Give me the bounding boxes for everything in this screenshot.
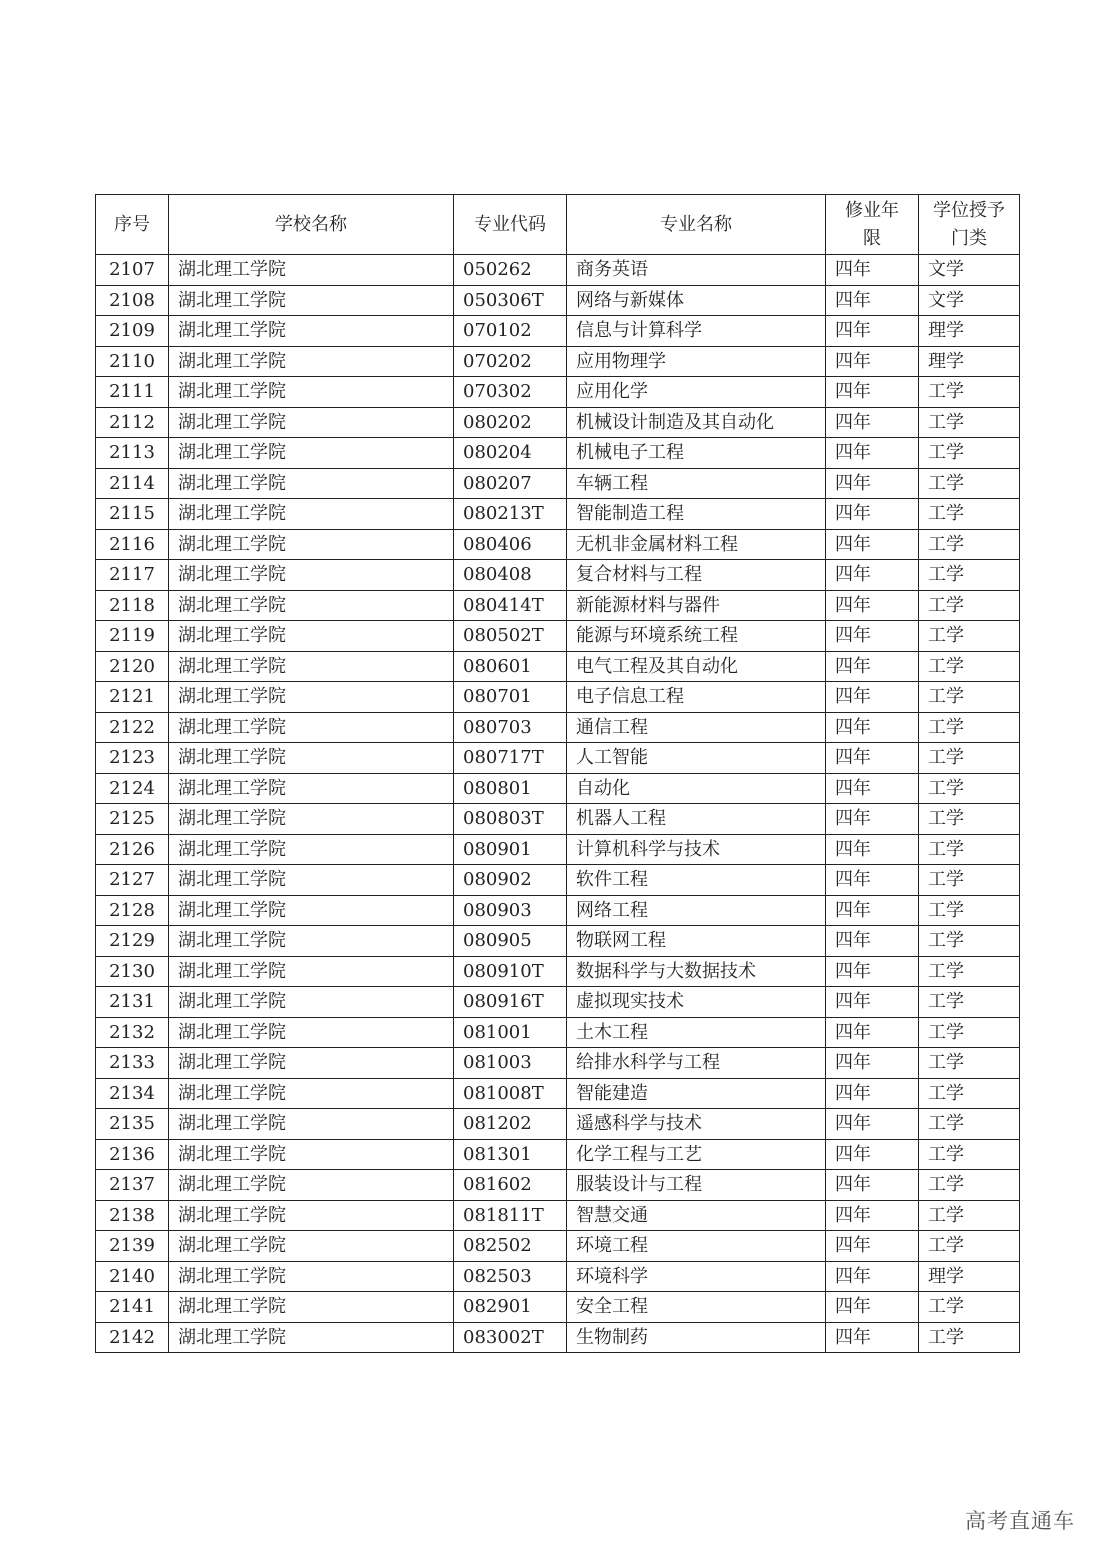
cell-school: 湖北理工学院 <box>169 316 454 347</box>
cell-major: 智能制造工程 <box>567 499 826 530</box>
table-row <box>96 1292 1020 1323</box>
table-row <box>96 1017 1020 1048</box>
cell-degree: 工学 <box>919 560 1020 591</box>
cell-school: 湖北理工学院 <box>169 1200 454 1231</box>
cell-degree: 工学 <box>919 651 1020 682</box>
cell-years: 四年 <box>826 1261 919 1292</box>
cell-code: 070102 <box>454 316 567 347</box>
cell-code: 081301 <box>454 1139 567 1170</box>
cell-years: 四年 <box>826 865 919 896</box>
cell-school: 湖北理工学院 <box>169 1139 454 1170</box>
cell-degree: 工学 <box>919 377 1020 408</box>
cell-years: 四年 <box>826 834 919 865</box>
cell-major: 网络与新媒体 <box>567 285 826 316</box>
cell-no: 2120 <box>96 651 169 682</box>
cell-major: 无机非金属材料工程 <box>567 529 826 560</box>
table-row <box>96 682 1020 713</box>
table-row <box>96 407 1020 438</box>
cell-degree: 工学 <box>919 1170 1020 1201</box>
cell-major: 商务英语 <box>567 255 826 286</box>
cell-degree: 工学 <box>919 1139 1020 1170</box>
cell-years: 四年 <box>826 956 919 987</box>
cell-no: 2113 <box>96 438 169 469</box>
cell-school: 湖北理工学院 <box>169 1017 454 1048</box>
table-row <box>96 255 1020 286</box>
cell-school: 湖北理工学院 <box>169 255 454 286</box>
cell-years: 四年 <box>826 346 919 377</box>
cell-school: 湖北理工学院 <box>169 346 454 377</box>
cell-no: 2119 <box>96 621 169 652</box>
cell-major: 机械电子工程 <box>567 438 826 469</box>
cell-years: 四年 <box>826 407 919 438</box>
cell-code: 070202 <box>454 346 567 377</box>
cell-major: 服装设计与工程 <box>567 1170 826 1201</box>
table-row <box>96 1048 1020 1079</box>
cell-code: 081003 <box>454 1048 567 1079</box>
cell-degree: 工学 <box>919 438 1020 469</box>
cell-years: 四年 <box>826 1231 919 1262</box>
cell-major: 机器人工程 <box>567 804 826 835</box>
cell-degree: 工学 <box>919 773 1020 804</box>
header-no: 序号 <box>96 195 169 255</box>
cell-school: 湖北理工学院 <box>169 621 454 652</box>
cell-no: 2109 <box>96 316 169 347</box>
cell-major: 人工智能 <box>567 743 826 774</box>
cell-years: 四年 <box>826 1170 919 1201</box>
cell-years: 四年 <box>826 468 919 499</box>
cell-degree: 理学 <box>919 346 1020 377</box>
cell-degree: 工学 <box>919 621 1020 652</box>
cell-code: 080204 <box>454 438 567 469</box>
cell-major: 信息与计算科学 <box>567 316 826 347</box>
cell-code: 070302 <box>454 377 567 408</box>
cell-years: 四年 <box>826 529 919 560</box>
table-body <box>96 255 1020 1353</box>
cell-major: 物联网工程 <box>567 926 826 957</box>
watermark: 高考直通车 <box>965 1509 1075 1533</box>
cell-years: 四年 <box>826 1048 919 1079</box>
cell-code: 050306T <box>454 285 567 316</box>
table-row <box>96 1078 1020 1109</box>
majors-table <box>95 194 1020 1353</box>
table-row <box>96 529 1020 560</box>
cell-code: 080414T <box>454 590 567 621</box>
cell-no: 2133 <box>96 1048 169 1079</box>
cell-major: 化学工程与工艺 <box>567 1139 826 1170</box>
table-row <box>96 1139 1020 1170</box>
table-row <box>96 285 1020 316</box>
cell-school: 湖北理工学院 <box>169 285 454 316</box>
table-row <box>96 621 1020 652</box>
cell-school: 湖北理工学院 <box>169 560 454 591</box>
cell-code: 082901 <box>454 1292 567 1323</box>
cell-code: 080916T <box>454 987 567 1018</box>
cell-no: 2116 <box>96 529 169 560</box>
cell-major: 虚拟现实技术 <box>567 987 826 1018</box>
table-row <box>96 1231 1020 1262</box>
cell-degree: 工学 <box>919 987 1020 1018</box>
cell-school: 湖北理工学院 <box>169 712 454 743</box>
cell-degree: 工学 <box>919 407 1020 438</box>
cell-code: 080803T <box>454 804 567 835</box>
cell-code: 080717T <box>454 743 567 774</box>
header-years: 修业年限 <box>826 195 919 255</box>
cell-school: 湖北理工学院 <box>169 1048 454 1079</box>
cell-no: 2129 <box>96 926 169 957</box>
cell-degree: 工学 <box>919 712 1020 743</box>
cell-years: 四年 <box>826 499 919 530</box>
cell-code: 081811T <box>454 1200 567 1231</box>
table-row <box>96 468 1020 499</box>
cell-major: 复合材料与工程 <box>567 560 826 591</box>
cell-code: 080910T <box>454 956 567 987</box>
cell-no: 2140 <box>96 1261 169 1292</box>
cell-degree: 工学 <box>919 956 1020 987</box>
cell-years: 四年 <box>826 1322 919 1353</box>
header-major: 专业名称 <box>567 195 826 255</box>
cell-degree: 工学 <box>919 682 1020 713</box>
table-row <box>96 926 1020 957</box>
table-header <box>96 195 1020 255</box>
cell-degree: 工学 <box>919 590 1020 621</box>
cell-code: 080701 <box>454 682 567 713</box>
cell-years: 四年 <box>826 926 919 957</box>
cell-degree: 工学 <box>919 1048 1020 1079</box>
cell-code: 081001 <box>454 1017 567 1048</box>
cell-school: 湖北理工学院 <box>169 499 454 530</box>
table-row <box>96 895 1020 926</box>
cell-school: 湖北理工学院 <box>169 1292 454 1323</box>
table-row <box>96 1109 1020 1140</box>
cell-degree: 工学 <box>919 1078 1020 1109</box>
cell-degree: 工学 <box>919 529 1020 560</box>
cell-degree: 工学 <box>919 1200 1020 1231</box>
cell-major: 计算机科学与技术 <box>567 834 826 865</box>
cell-no: 2141 <box>96 1292 169 1323</box>
cell-major: 网络工程 <box>567 895 826 926</box>
cell-no: 2125 <box>96 804 169 835</box>
cell-major: 软件工程 <box>567 865 826 896</box>
cell-no: 2123 <box>96 743 169 774</box>
cell-major: 智能建造 <box>567 1078 826 1109</box>
cell-no: 2122 <box>96 712 169 743</box>
cell-degree: 工学 <box>919 895 1020 926</box>
cell-degree: 工学 <box>919 1231 1020 1262</box>
cell-no: 2138 <box>96 1200 169 1231</box>
cell-years: 四年 <box>826 1017 919 1048</box>
cell-major: 给排水科学与工程 <box>567 1048 826 1079</box>
header-code: 专业代码 <box>454 195 567 255</box>
cell-no: 2137 <box>96 1170 169 1201</box>
cell-years: 四年 <box>826 1109 919 1140</box>
cell-years: 四年 <box>826 682 919 713</box>
header-school: 学校名称 <box>169 195 454 255</box>
cell-years: 四年 <box>826 438 919 469</box>
table-row <box>96 956 1020 987</box>
cell-no: 2115 <box>96 499 169 530</box>
cell-major: 安全工程 <box>567 1292 826 1323</box>
cell-school: 湖北理工学院 <box>169 1231 454 1262</box>
cell-no: 2134 <box>96 1078 169 1109</box>
cell-degree: 工学 <box>919 743 1020 774</box>
cell-no: 2132 <box>96 1017 169 1048</box>
cell-no: 2111 <box>96 377 169 408</box>
cell-no: 2128 <box>96 895 169 926</box>
cell-code: 080703 <box>454 712 567 743</box>
table-row <box>96 438 1020 469</box>
cell-school: 湖北理工学院 <box>169 743 454 774</box>
cell-degree: 工学 <box>919 865 1020 896</box>
cell-code: 080902 <box>454 865 567 896</box>
cell-major: 电气工程及其自动化 <box>567 651 826 682</box>
cell-no: 2118 <box>96 590 169 621</box>
cell-school: 湖北理工学院 <box>169 834 454 865</box>
cell-school: 湖北理工学院 <box>169 438 454 469</box>
cell-degree: 工学 <box>919 468 1020 499</box>
cell-no: 2124 <box>96 773 169 804</box>
cell-school: 湖北理工学院 <box>169 682 454 713</box>
table-row <box>96 804 1020 835</box>
cell-no: 2112 <box>96 407 169 438</box>
cell-degree: 理学 <box>919 1261 1020 1292</box>
cell-school: 湖北理工学院 <box>169 987 454 1018</box>
cell-code: 080213T <box>454 499 567 530</box>
cell-code: 081602 <box>454 1170 567 1201</box>
cell-degree: 工学 <box>919 834 1020 865</box>
cell-school: 湖北理工学院 <box>169 1170 454 1201</box>
cell-school: 湖北理工学院 <box>169 529 454 560</box>
cell-code: 082502 <box>454 1231 567 1262</box>
table-row <box>96 987 1020 1018</box>
cell-school: 湖北理工学院 <box>169 407 454 438</box>
cell-no: 2114 <box>96 468 169 499</box>
table-row <box>96 346 1020 377</box>
header-row <box>96 195 1020 255</box>
table-row <box>96 1261 1020 1292</box>
cell-no: 2136 <box>96 1139 169 1170</box>
cell-degree: 工学 <box>919 1017 1020 1048</box>
cell-code: 080905 <box>454 926 567 957</box>
cell-years: 四年 <box>826 651 919 682</box>
cell-years: 四年 <box>826 1200 919 1231</box>
cell-degree: 工学 <box>919 804 1020 835</box>
cell-school: 湖北理工学院 <box>169 956 454 987</box>
cell-no: 2126 <box>96 834 169 865</box>
cell-years: 四年 <box>826 590 919 621</box>
table-row <box>96 1322 1020 1353</box>
cell-major: 自动化 <box>567 773 826 804</box>
cell-years: 四年 <box>826 255 919 286</box>
cell-degree: 工学 <box>919 1109 1020 1140</box>
cell-school: 湖北理工学院 <box>169 1109 454 1140</box>
cell-degree: 理学 <box>919 316 1020 347</box>
cell-code: 080801 <box>454 773 567 804</box>
cell-school: 湖北理工学院 <box>169 1322 454 1353</box>
table-row <box>96 712 1020 743</box>
cell-school: 湖北理工学院 <box>169 377 454 408</box>
cell-code: 080202 <box>454 407 567 438</box>
table-row <box>96 865 1020 896</box>
cell-code: 080408 <box>454 560 567 591</box>
cell-no: 2108 <box>96 285 169 316</box>
cell-school: 湖北理工学院 <box>169 895 454 926</box>
table-row <box>96 834 1020 865</box>
cell-code: 082503 <box>454 1261 567 1292</box>
cell-years: 四年 <box>826 560 919 591</box>
cell-years: 四年 <box>826 743 919 774</box>
cell-years: 四年 <box>826 316 919 347</box>
cell-major: 生物制药 <box>567 1322 826 1353</box>
cell-no: 2135 <box>96 1109 169 1140</box>
cell-years: 四年 <box>826 895 919 926</box>
cell-years: 四年 <box>826 1139 919 1170</box>
cell-degree: 工学 <box>919 926 1020 957</box>
cell-code: 081202 <box>454 1109 567 1140</box>
cell-no: 2127 <box>96 865 169 896</box>
cell-school: 湖北理工学院 <box>169 865 454 896</box>
cell-major: 土木工程 <box>567 1017 826 1048</box>
cell-major: 电子信息工程 <box>567 682 826 713</box>
cell-school: 湖北理工学院 <box>169 1261 454 1292</box>
cell-school: 湖北理工学院 <box>169 1078 454 1109</box>
cell-no: 2142 <box>96 1322 169 1353</box>
cell-code: 083002T <box>454 1322 567 1353</box>
cell-major: 遥感科学与技术 <box>567 1109 826 1140</box>
cell-code: 080207 <box>454 468 567 499</box>
table-row <box>96 590 1020 621</box>
cell-major: 环境工程 <box>567 1231 826 1262</box>
cell-no: 2139 <box>96 1231 169 1262</box>
cell-major: 数据科学与大数据技术 <box>567 956 826 987</box>
cell-no: 2107 <box>96 255 169 286</box>
cell-code: 080901 <box>454 834 567 865</box>
table-row <box>96 499 1020 530</box>
cell-major: 环境科学 <box>567 1261 826 1292</box>
cell-school: 湖北理工学院 <box>169 468 454 499</box>
cell-years: 四年 <box>826 377 919 408</box>
table-row <box>96 1200 1020 1231</box>
cell-degree: 工学 <box>919 1292 1020 1323</box>
cell-major: 能源与环境系统工程 <box>567 621 826 652</box>
table-row <box>96 316 1020 347</box>
cell-school: 湖北理工学院 <box>169 773 454 804</box>
cell-major: 通信工程 <box>567 712 826 743</box>
cell-no: 2121 <box>96 682 169 713</box>
cell-major: 新能源材料与器件 <box>567 590 826 621</box>
cell-code: 050262 <box>454 255 567 286</box>
cell-code: 080903 <box>454 895 567 926</box>
cell-code: 081008T <box>454 1078 567 1109</box>
cell-major: 智慧交通 <box>567 1200 826 1231</box>
cell-years: 四年 <box>826 621 919 652</box>
cell-code: 080601 <box>454 651 567 682</box>
cell-major: 应用化学 <box>567 377 826 408</box>
cell-code: 080502T <box>454 621 567 652</box>
header-degree: 学位授予门类 <box>919 195 1020 255</box>
table-row <box>96 560 1020 591</box>
cell-major: 机械设计制造及其自动化 <box>567 407 826 438</box>
cell-years: 四年 <box>826 804 919 835</box>
cell-degree: 文学 <box>919 285 1020 316</box>
cell-major: 车辆工程 <box>567 468 826 499</box>
cell-years: 四年 <box>826 773 919 804</box>
cell-no: 2117 <box>96 560 169 591</box>
cell-code: 080406 <box>454 529 567 560</box>
cell-school: 湖北理工学院 <box>169 651 454 682</box>
cell-school: 湖北理工学院 <box>169 804 454 835</box>
cell-degree: 工学 <box>919 499 1020 530</box>
cell-years: 四年 <box>826 1078 919 1109</box>
cell-years: 四年 <box>826 285 919 316</box>
cell-degree: 工学 <box>919 1322 1020 1353</box>
table-row <box>96 743 1020 774</box>
table-row <box>96 773 1020 804</box>
cell-school: 湖北理工学院 <box>169 926 454 957</box>
table-row <box>96 651 1020 682</box>
cell-no: 2110 <box>96 346 169 377</box>
cell-years: 四年 <box>826 987 919 1018</box>
cell-no: 2131 <box>96 987 169 1018</box>
cell-degree: 文学 <box>919 255 1020 286</box>
cell-school: 湖北理工学院 <box>169 590 454 621</box>
table-row <box>96 1170 1020 1201</box>
cell-no: 2130 <box>96 956 169 987</box>
cell-years: 四年 <box>826 1292 919 1323</box>
table-row <box>96 377 1020 408</box>
cell-years: 四年 <box>826 712 919 743</box>
cell-major: 应用物理学 <box>567 346 826 377</box>
